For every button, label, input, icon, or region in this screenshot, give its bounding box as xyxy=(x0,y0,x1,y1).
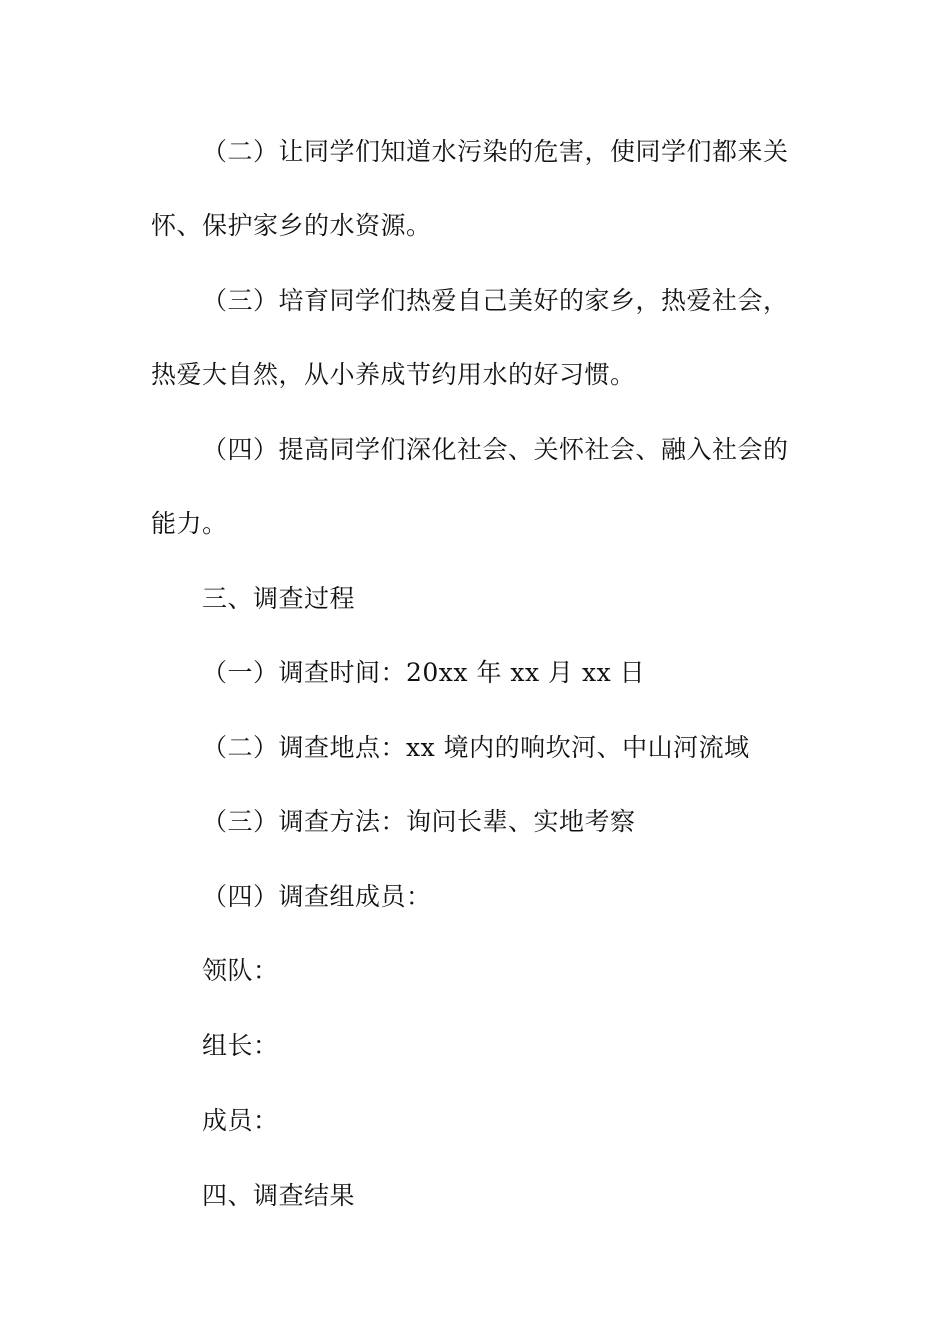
members-label: 成员： xyxy=(202,1106,279,1135)
paragraph-goal-2-line-1: （二）让同学们知道水污染的危害，使同学们都来关 xyxy=(202,137,789,166)
survey-team: （四）调查组成员： xyxy=(202,882,432,911)
survey-time: （一）调查时间：20xx 年 xx 月 xx 日 xyxy=(202,658,646,687)
group-leader-label: 组长： xyxy=(202,1031,279,1060)
paragraph-goal-4-line-2: 能力。 xyxy=(151,509,228,538)
survey-location: （二）调查地点：xx 境内的响坎河、中山河流域 xyxy=(202,733,750,762)
survey-method: （三）调查方法：询问长辈、实地考察 xyxy=(202,807,636,836)
paragraph-goal-4-line-1: （四）提高同学们深化社会、关怀社会、融入社会的 xyxy=(202,435,789,464)
section-heading-process: 三、调查过程 xyxy=(202,584,356,613)
paragraph-goal-2-line-2: 怀、保护家乡的水资源。 xyxy=(151,211,432,240)
paragraph-goal-3-line-2: 热爱大自然，从小养成节约用水的好习惯。 xyxy=(151,360,636,389)
section-heading-results: 四、调查结果 xyxy=(202,1181,356,1210)
team-leader-label: 领队： xyxy=(202,956,279,985)
paragraph-goal-3-line-1: （三）培育同学们热爱自己美好的家乡，热爱社会， xyxy=(202,286,789,315)
